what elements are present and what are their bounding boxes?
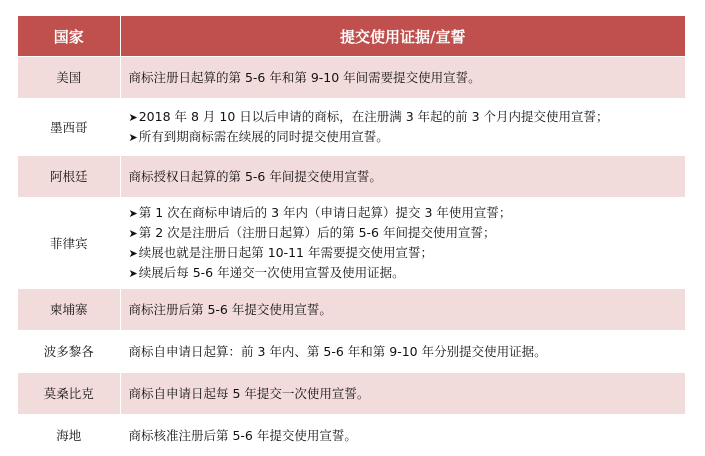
table-row [18,415,685,456]
requirement-text: 商标自申请日起每 5 年提交一次使用宣誓。 [129,384,678,403]
country-cell: 莫桑比克 [18,373,120,415]
trademark-use-table [18,16,685,456]
trademark-use-table-container [18,16,685,456]
country-cell: 菲律宾 [18,198,120,289]
table-row [18,198,685,289]
requirement-text: 商标自申请日起算：前 3 年内、第 5-6 年和第 9-10 年分别提交使用证据。 [129,342,678,361]
column-header-requirement: 提交使用证据/宣誓 [120,16,685,57]
requirement-text: 商标注册后第 5-6 年提交使用宣誓。 [129,300,678,319]
requirement-text: 商标授权日起算的第 5-6 年间提交使用宣誓。 [129,167,678,186]
table-row [18,99,685,156]
requirement-cell [120,289,685,331]
requirement-text: 商标注册日起算的第 5-6 年和第 9-10 年间需要提交使用宣誓。 [129,68,678,87]
table-header-row [18,16,685,57]
table-row [18,331,685,373]
requirement-bullet-item: ➤ 所有到期商标需在续展的同时提交使用宣誓。 [129,127,678,147]
table-row [18,373,685,415]
requirement-cell [120,99,685,156]
requirement-bullet-item: ➤ 第 1 次在商标申请后的 3 年内（申请日起算）提交 3 年使用宣誓； [129,203,678,223]
requirement-bullet-item: ➤ 续展后每 5-6 年递交一次使用宣誓及使用证据。 [129,263,678,283]
requirement-text: 商标核准注册后第 5-6 年提交使用宣誓。 [129,426,678,445]
requirement-cell [120,156,685,198]
requirement-cell [120,198,685,289]
requirement-bullet-item: ➤ 续展也就是注册日起第 10-11 年需要提交使用宣誓； [129,243,678,263]
table-row [18,57,685,99]
requirement-cell [120,57,685,99]
country-cell: 墨西哥 [18,99,120,156]
requirement-cell [120,415,685,456]
country-cell: 柬埔寨 [18,289,120,331]
table-row [18,289,685,331]
country-cell: 美国 [18,57,120,99]
column-header-country: 国家 [18,16,120,57]
country-cell: 波多黎各 [18,331,120,373]
country-cell: 海地 [18,415,120,456]
country-cell: 阿根廷 [18,156,120,198]
table-row [18,156,685,198]
requirement-cell [120,331,685,373]
requirement-bullet-item: ➤ 第 2 次是注册后（注册日起算）后的第 5-6 年间提交使用宣誓； [129,223,678,243]
requirement-bullet-item: ➤ 2018 年 8 月 10 日以后申请的商标，在注册满 3 年起的前 3 个月内提交使用宣誓； [129,107,678,127]
requirement-cell [120,373,685,415]
